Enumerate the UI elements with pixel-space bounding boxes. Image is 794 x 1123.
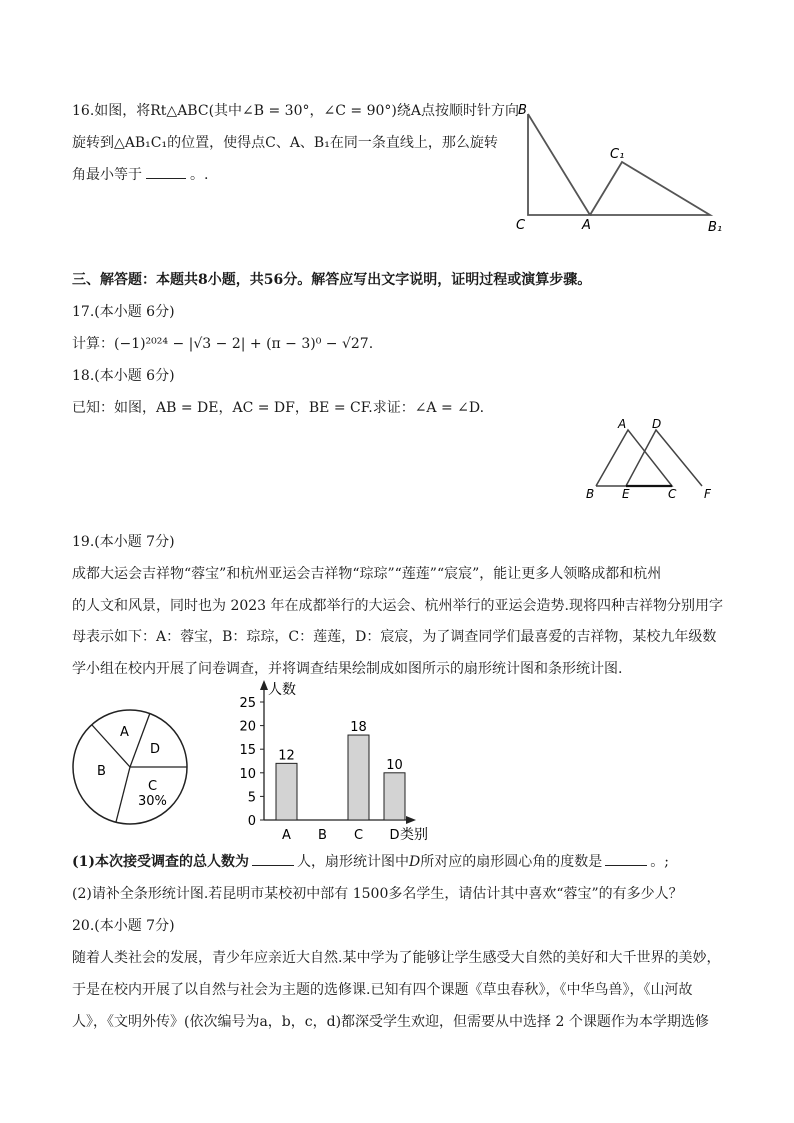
bar-value-A: 12 [278,748,295,764]
q20-p1: 随着人类社会的发展，青少年应亲近大自然.某中学为了能够让学生感受大自然的美好和大千世界的美妙， [72,950,721,966]
q20-p2: 于是在校内开展了以自然与社会为主题的选修课.已知有四个课题《草虫春秋》，《中华鸟兽》，《山河故 [72,982,693,998]
label-B18: B [586,487,595,501]
label-B: B [518,103,527,118]
pie-label-a: A [120,725,129,740]
q16-line3-prefix: 角最小等于 [72,167,142,183]
y-tick-0: 0 [247,814,256,829]
y-tick-20: 20 [239,719,256,735]
triangle-abc [528,114,590,215]
q16-line3 [72,165,208,185]
bar-value-C: 18 [350,720,367,736]
section3-prefix: 三、解答题：本题共 [72,272,198,288]
x-tick-C: C [353,828,364,843]
q16-line3-suffix: 。. [190,167,209,183]
triangle-ab1c1 [590,162,710,215]
x-axis-arrow [406,816,416,824]
section3-heading [72,270,591,290]
q19-sub1-a: (1)本次接受调查的总人数为 [72,854,249,870]
q19-p2: 的人文和风景，同时也为 2023 年在成都举行的大运会、杭州举行的亚运会造势.现将四种吉祥物分别用字 [72,598,723,614]
bar-A [276,763,297,820]
q16-line2: 旋转到△AB₁C₁的位置，使得点C、A、B₁在同一条直线上，那么旋转 [72,135,498,151]
y-axis-arrow [260,680,268,690]
q18-header: 18.(本小题 6分) [72,368,175,384]
label-D18: D [652,417,662,431]
bar-C [348,735,369,820]
q19-p1: 成都大运会吉祥物“蓉宝”和杭州亚运会吉祥物“琮琮”“莲莲”“宸宸”，能让更多人领略成都和杭州 [72,566,662,582]
q19-header: 19.(本小题 7分) [72,534,175,550]
y-tick-5: 5 [247,790,256,806]
q19-sub1 [72,852,669,872]
pie-label-d: D [150,742,161,757]
section3-middle: 小题，共 [207,272,264,288]
y-tick-10: 10 [239,766,256,782]
pie-label-b: B [97,764,106,779]
q20-p3: 人》，《文明外传》(依次编号为a，b，c，d)都深受学生欢迎，但需要从中选择 2 个课题作为本学期选修 [72,1014,709,1030]
triangle-abc-18 [596,430,672,486]
bar-value-D: 10 [386,757,403,773]
section3-score: 56 [263,272,284,288]
bar-chart [230,678,440,843]
q19-p4: 学小组在校内开展了问卷调查，并将调查结果绘制成如图所示的扇形统计图和条形统计图. [72,661,623,677]
triangle-def [626,430,702,486]
pie-label-c-percent: 30% [138,794,167,809]
q19-sub1-d: 所对应的扇形圆心角的度数是 [420,854,603,870]
q16-line1: 16.如图，将Rt△ABC(其中∠B = 30°，∠C = 90°)绕A点按顺时针方向 [72,103,519,119]
section3-suffix: 分。解答应写出文字说明，证明过程或演算步骤。 [283,272,592,288]
section3-count: 8 [198,272,208,288]
q18-triangles-figure [580,414,720,506]
y-tick-15: 15 [239,743,256,759]
y-axis-label: 人数 [268,682,296,698]
q18-body: 已知：如图，AB = DE，AC = DF，BE = CF.求证：∠A = ∠D. [72,400,485,416]
pie-divider-a-d [130,713,150,767]
answer-blank-2 [605,853,647,866]
label-E18: E [622,487,630,501]
label-C18: C [668,487,677,501]
x-tick-A: A [282,828,291,843]
x-tick-B: B [318,828,327,843]
q17-body: 计算：(−1)²⁰²⁴ − |√3 − 2| + (π − 3)⁰ − √27. [72,336,374,352]
q17-header: 17.(本小题 6分) [72,304,175,320]
label-F18: F [704,487,711,501]
answer-blank-1 [252,853,294,866]
q19-p3: 母表示如下：A：蓉宝，B：琮琮，C：莲莲，D：宸宸，为了调查同学们最喜爱的吉祥物，某校九年级数 [72,629,717,645]
x-axis-label: 类别 [400,827,428,843]
pie-divider-c-b [116,767,130,822]
q16-rotation-figure [510,100,730,240]
label-A18: A [618,417,627,431]
x-tick-D: D [389,828,400,843]
pie-label-c: C [148,779,158,794]
bar-D [384,773,405,820]
q19-sub2: (2)请补全条形统计图.若昆明市某校初中部有 1500多名学生，请估计其中喜欢“蓉宝”的有多少人？ [72,886,683,902]
answer-blank [146,166,186,179]
label-C1: C₁ [610,147,625,162]
q20-header: 20.(本小题 7分) [72,918,175,934]
q19-sub1-b: 人，扇形统计图中 [297,854,409,870]
y-tick-25: 25 [239,696,256,711]
label-C: C [516,218,526,233]
label-B1: B₁ [708,220,723,235]
label-A: A [582,218,591,233]
q19-sub1-c: D [409,854,421,870]
pie-chart [70,705,192,825]
q19-sub1-e: 。; [650,854,669,870]
